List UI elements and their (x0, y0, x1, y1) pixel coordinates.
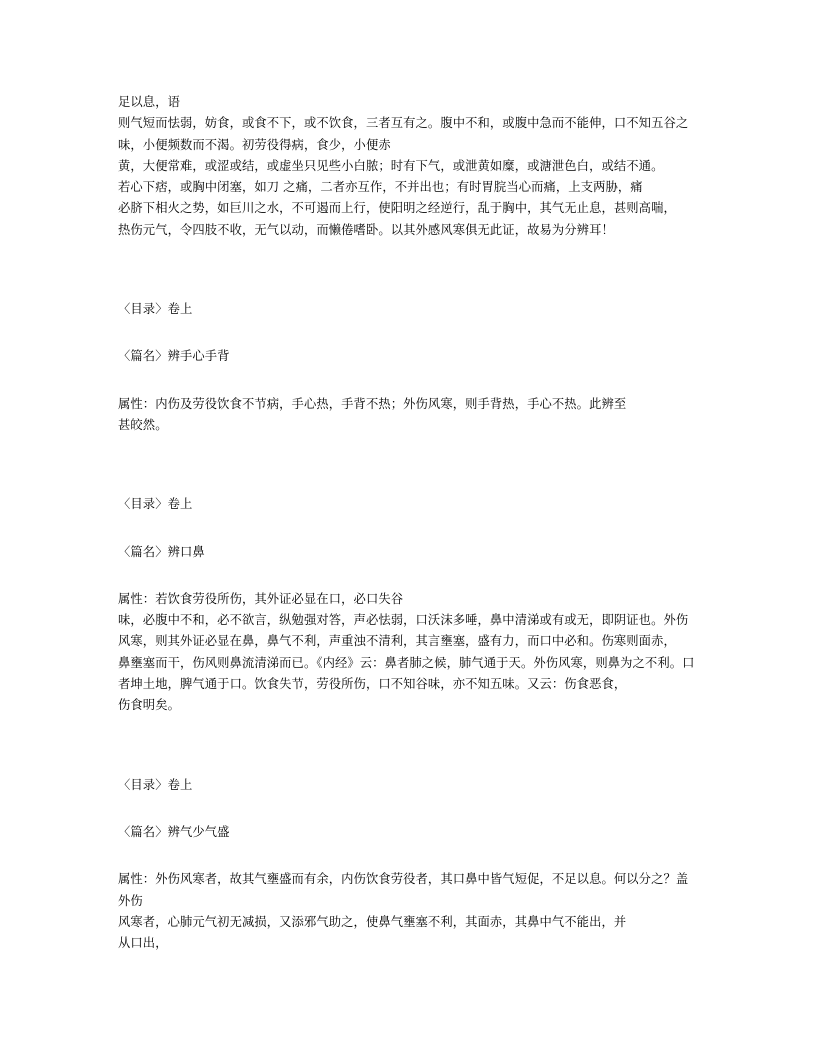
text-line: 味，小便频数而不渴。初劳役得病，食少，小便赤 (118, 137, 391, 152)
text-line: 风寒，则其外证必显在鼻，鼻气不利，声重浊不清利，其言壅塞，盛有力，而口中必和。伤寒则面赤， (118, 634, 676, 649)
section-qi-shao-qi-sheng (118, 775, 698, 955)
section-title: 〈篇名〉辨气少气盛 (118, 824, 230, 839)
section-spacer (118, 241, 698, 299)
heading-spacer (118, 516, 698, 542)
catalog-label: 〈目录〉卷上 (118, 302, 193, 317)
text-line: 热伤元气，令四肢不收，无气以动，而懒倦嗜卧。以其外感风寒俱无此证，故易为分辨耳！ (118, 222, 614, 237)
section-spacer (118, 717, 698, 775)
text-line: 甚皎然。 (118, 417, 168, 432)
text-line: 黄，大便常难，或涩或结，或虚坐只见些小白脓；时有下气，或泄黄如糜，或溏泄色白，或结不通。 (118, 158, 664, 173)
text-line: 味，必腹中不和，必不欲言，纵勉强对答，声必怯弱，口沃沫多唾，鼻中清涕或有或无，即阴证也。外伤 (118, 613, 689, 628)
section-title: 〈篇名〉辨手心手背 (118, 349, 230, 364)
text-line: 从口出， (118, 936, 168, 951)
heading-spacer (118, 320, 698, 346)
text-line: 鼻壅塞而干，伤风则鼻流清涕而已。《内经》云：鼻者肺之候，肺气通于天。外伤风寒，则鼻为之不利。口 (118, 655, 695, 670)
catalog-label: 〈目录〉卷上 (118, 777, 193, 792)
section-shou-xin-shou-bei (118, 299, 698, 436)
title-spacer (118, 368, 698, 394)
catalog-label: 〈目录〉卷上 (118, 497, 193, 512)
title-spacer (118, 563, 698, 589)
text-line: 足以息，语 (118, 95, 180, 109)
text-line: 伤食明矣。 (118, 698, 180, 713)
text-line: 属性：内伤及劳役饮食不节病，手心热，手背不热；外伤风寒，则手背热，手心不热。此辨至 (118, 396, 627, 411)
text-line: 属性：若饮食劳役所伤，其外证必显在口，必口失谷 (118, 591, 404, 606)
text-line: 属性：外伤风寒者，故其气壅盛而有余，内伤饮食劳役者，其口鼻中皆气短促，不足以息。何以分之？盖外伤 (118, 872, 689, 908)
title-spacer (118, 843, 698, 869)
section-spacer (118, 436, 698, 494)
text-line: 则气短而怯弱，妨食，或食不下，或不饮食，三者互有之。腹中不和，或腹中急而不能伸，口不知五谷之 (118, 116, 689, 131)
opening-passage (118, 92, 698, 241)
text-line: 若心下痞，或胸中闭塞，如刀 之痛，二者亦互作，不并出也；有时胃脘当心而痛，上支两胁，痛 (118, 180, 643, 195)
text-line: 风寒者，心肺元气初无减损，又添邪气助之，使鼻气壅塞不利，其面赤，其鼻中气不能出，并 (118, 914, 627, 929)
section-title: 〈篇名〉辨口鼻 (118, 544, 205, 559)
heading-spacer (118, 796, 698, 822)
text-line: 者坤土地，脾气通于口。饮食失节，劳役所伤，口不知谷味，亦不知五味。又云：伤食恶食， (118, 677, 627, 692)
text-line: 必脐下相火之势，如巨川之水，不可遏而上行，使阳明之经逆行，乱于胸中，其气无止息，甚则高喘， (118, 201, 676, 216)
section-kou-bi (118, 494, 698, 716)
